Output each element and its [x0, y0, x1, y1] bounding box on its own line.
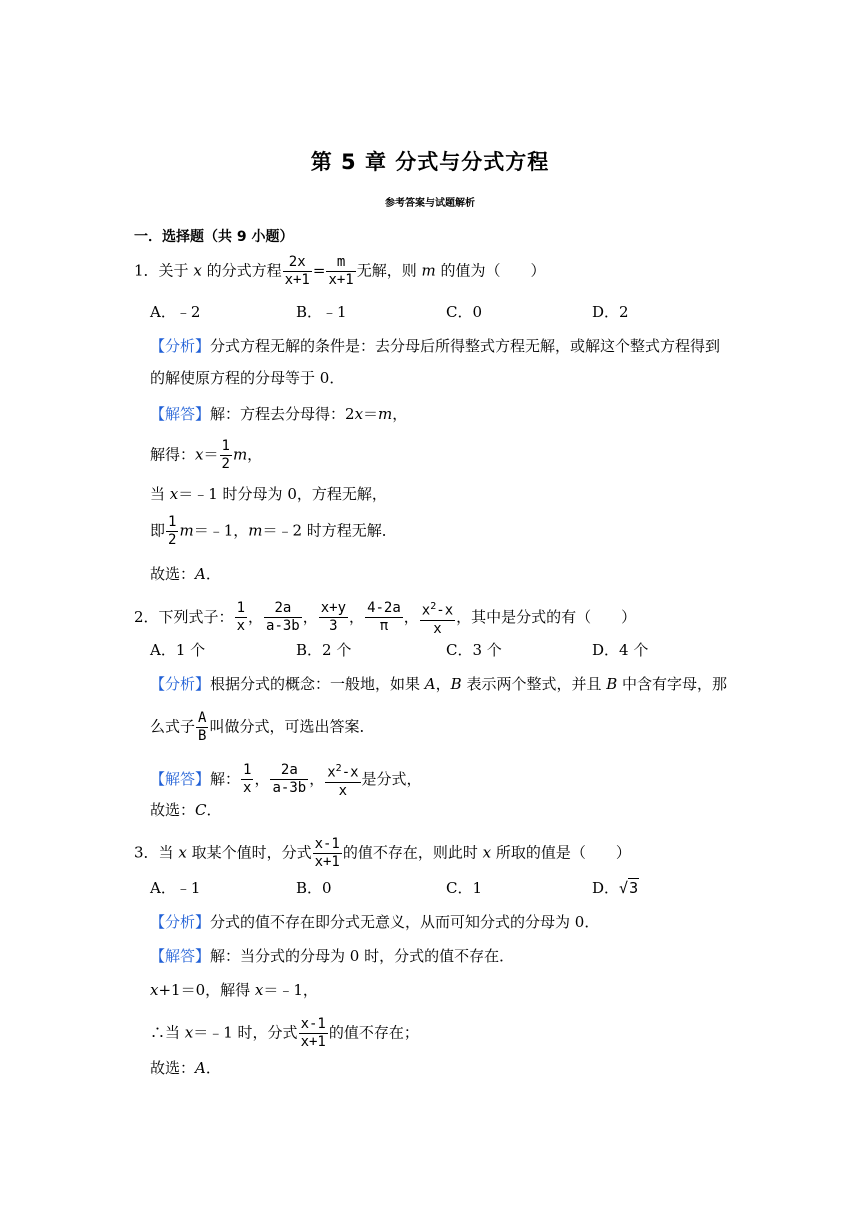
analysis-tag: 【分析】 — [150, 337, 211, 355]
fraction: $\frac{1}{2}$ — [221, 438, 230, 472]
section-heading: 一．选择题（共 9 小题） — [134, 229, 294, 245]
page-subtitle: 参考答案与试题解析 — [385, 198, 475, 209]
answer-tag: 【解答】 — [150, 405, 211, 423]
q1-step-4: 即 $\frac{1}{2}$ m＝﹣1，m＝﹣2 时方程无解． — [150, 514, 397, 548]
q3-choice: 故选：A． — [150, 1059, 221, 1077]
fraction: $\frac{x-1}{x+1}$ — [300, 1016, 326, 1050]
q3-step-3: ∴当 x＝﹣1 时，分式 $\frac{x-1}{x+1}$ 的值不存在； — [150, 1016, 419, 1050]
q3-step-2: x+1＝0，解得 x＝﹣1， — [150, 981, 318, 999]
q2-analysis: 【分析】根据分式的概念：一般地，如果 A，B 表示两个整式，并且 B 中含有字母，那 — [150, 675, 728, 693]
q3-option-b: B．0 — [296, 879, 332, 897]
fraction: $\frac{m}{x+1}$ — [328, 254, 354, 288]
q1-stem: 1．关于 x 的分式方程 $\frac{2x}{x+1}$ = $\frac{m}{x+1}$ 无解，则 m 的值为（ ） — [134, 254, 546, 288]
q2-analysis-cont: 么式子 $\frac{A}{B}$ 叫做分式，可选出答案． — [150, 710, 375, 744]
q2-choice: 故选：C． — [150, 801, 222, 819]
q3-option-a: A．﹣1 — [150, 879, 201, 897]
fraction: $\frac{x+y}{3}$ — [320, 600, 347, 635]
answer-tag: 【解答】 — [150, 769, 211, 788]
sqrt-symbol: √3 — [619, 879, 639, 897]
q1-step-2: 解得：x＝ $\frac{1}{2}$ m， — [150, 438, 263, 472]
q2-option-a: A．1 个 — [150, 641, 206, 659]
q1-option-d: D．2 — [592, 303, 629, 321]
q1-analysis-cont: 的解使原方程的分母等于 0． — [150, 369, 345, 387]
fraction: $\frac{4-2a}{\pi}$ — [367, 600, 401, 635]
q1-option-a: A．﹣2 — [150, 303, 201, 321]
q1-step-3: 当 x＝﹣1 时分母为 0，方程无解， — [150, 485, 387, 503]
fraction: $\frac{x-1}{x+1}$ — [314, 836, 340, 870]
page-title: 第 5 章 分式与分式方程 — [310, 150, 550, 174]
analysis-tag: 【分析】 — [150, 913, 211, 931]
q3-option-d: D．√3 — [592, 879, 639, 897]
analysis-tag: 【分析】 — [150, 675, 211, 693]
fraction: $\frac{x^2-x}{x}$ — [420, 598, 455, 638]
fraction: $\frac{A}{B}$ — [198, 710, 207, 744]
q1-answer: 【解答】解：方程去分母得：2x＝m， — [150, 405, 408, 423]
q2-option-c: C．3 个 — [446, 641, 502, 659]
answer-tag: 【解答】 — [150, 947, 211, 965]
q3-stem: 3．当 x 取某个值时，分式 $\frac{x-1}{x+1}$ 的值不存在，则此时 x 所取的值是（ ） — [134, 836, 631, 870]
q2-option-b: B．2 个 — [296, 641, 352, 659]
q1-option-b: B．﹣1 — [296, 303, 347, 321]
q1-choice: 故选：A． — [150, 565, 221, 583]
q2-answer: 【解答】解： $\frac{1}{x}$ ， $\frac{2a}{a-3b}$ ， $\frac{x^2-x}{x}$ 是分式， — [150, 760, 422, 800]
fraction: $\frac{2x}{x+1}$ — [284, 254, 310, 288]
q3-analysis: 【分析】分式的值不存在即分式无意义，从而可知分式的分母为 0． — [150, 913, 600, 931]
fraction: $\frac{1}{x}$ — [236, 600, 245, 635]
q2-stem: 2．下列式子： $\frac{1}{x}$ ， $\frac{2a}{a-3b}$ ， $\frac{x+y}{3}$ ， $\frac{4-2a}{\pi}$ ， $\frac{x^2-x}{x}$ ，其中是分式的有（ ） — [134, 598, 636, 638]
q1-analysis: 【分析】分式方程无解的条件是：去分母后所得整式方程无解，或解这个整式方程得到 — [150, 337, 721, 355]
q1-option-c: C．0 — [446, 303, 483, 321]
q2-option-d: D．4 个 — [592, 641, 649, 659]
fraction: $\frac{2a}{a-3b}$ — [266, 600, 300, 635]
q3-answer: 【解答】解：当分式的分母为 0 时，分式的值不存在． — [150, 947, 515, 965]
fraction: $\frac{2a}{a-3b}$ — [272, 762, 307, 797]
fraction: $\frac{1}{x}$ — [243, 762, 252, 797]
q3-option-c: C．1 — [446, 879, 483, 897]
fraction: $\frac{x^2-x}{x}$ — [325, 760, 360, 800]
fraction: $\frac{1}{2}$ — [168, 514, 177, 548]
